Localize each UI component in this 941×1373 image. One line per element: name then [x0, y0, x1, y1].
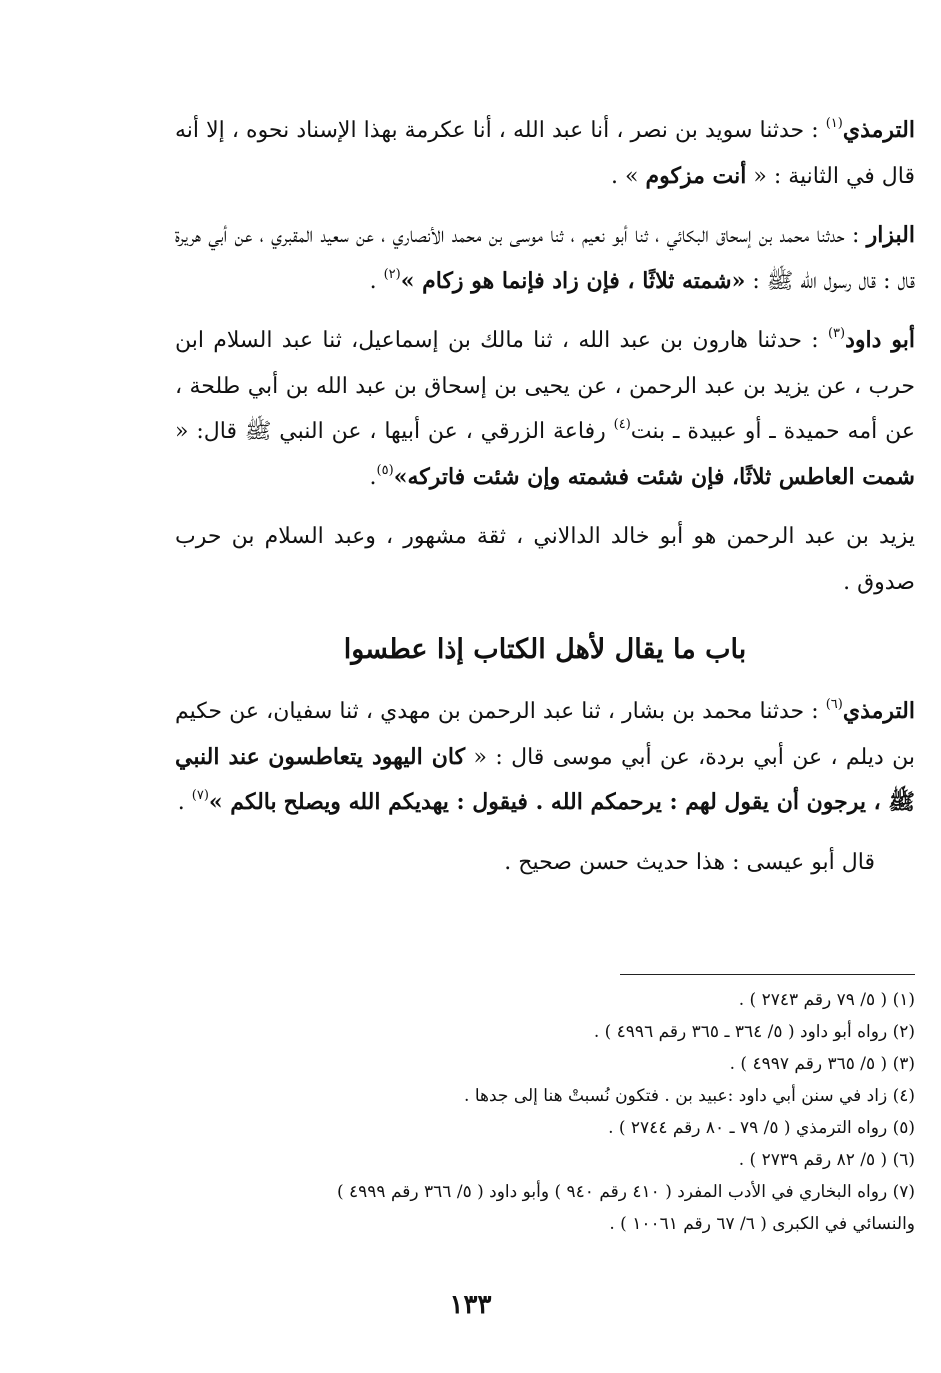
text-run: رفاعة الزرقي ، عن أبيها ، عن — [331, 419, 614, 444]
bold-text: أبو داود — [845, 327, 915, 353]
footnote-ref: (٦) — [825, 697, 843, 712]
footnote-ref: (٧) — [191, 788, 209, 803]
text-run: : حدثنا هارون بن عبد الله ، ثنا مالك بن إسماعيل، ثنا عبد السلام — [213, 328, 828, 353]
footnotes — [180, 984, 915, 1240]
footnote-line — [180, 1208, 915, 1240]
text-run: . — [177, 790, 192, 815]
text-run: النبي ﷺ قال: « — [175, 419, 324, 444]
footnote-line — [180, 1112, 915, 1144]
paragraph — [175, 514, 915, 605]
text-run: (٦) ( ٥/ ٨٢ رقم ٢٧٣٩ ) . — [738, 1150, 915, 1170]
text-run: (٥) رواه الترمذي ( ٥/ ٧٩ ـ ٨٠ رقم ٢٧٤٤ ) . — [608, 1118, 915, 1138]
bold-text: الترمذي — [842, 117, 915, 143]
main-text — [175, 108, 915, 899]
text-run: : حدثنا محمد بن إسحاق البكائي ، ثنا أبو نعيم ، ثنا موسى بن محمد — [451, 223, 867, 248]
section-heading: باب ما يقال لأهل الكتاب إذا عطسوا — [343, 634, 747, 665]
bold-text: الترمذي — [842, 698, 915, 724]
footnote-ref: (٤) — [613, 417, 631, 432]
text-run: أبي طلحة ، عن أمه حميدة ـ أو عبيدة ـ بنت — [175, 373, 915, 444]
paragraph — [175, 840, 915, 886]
text-run: (٣) ( ٥/ ٣٦٥ رقم ٤٩٩٧ ) . — [729, 1054, 915, 1074]
paragraph — [175, 108, 915, 199]
footnote-ref: (١) — [825, 116, 843, 131]
footnote-line — [180, 1048, 915, 1080]
bold-text: أنت مزكوم — [645, 162, 747, 189]
footnote-line — [180, 1144, 915, 1176]
page-number: ١٣٣ — [449, 1290, 492, 1320]
text-run: عن حكيم بن ديلم ، عن أبي بردة، عن أبي موسى قال : « — [175, 699, 916, 770]
bold-text: كان اليهود يتعاطسون — [268, 743, 466, 770]
text-run: قال أبو عيسى : هذا حديث حسن صحيح . — [504, 849, 875, 875]
text-run: الأنصاري ، عن سعيد المقبري ، عن أبي هريرة قال : قال رسول الله ﷺ : — [175, 223, 915, 294]
text-run: » . — [611, 163, 646, 189]
text-run: (٧) رواه البخاري في الأدب المفرد ( ٤١٠ رقم ٩٤٠ ) وأبو داود ( ٥/ ٣٦٦ رقم ٤٩٩٩ ) — [336, 1182, 915, 1202]
text-run: ابن حرب ، عن يزيد بن عبد الرحمن ، عن يحيى بن إسحاق بن عبد الله بن — [175, 328, 915, 399]
bold-text: «شمته ثلاثًا ، فإن زاد فإنما هو زكام » — [400, 267, 746, 294]
text-run: . — [369, 268, 384, 294]
paragraph-group-2 — [175, 689, 915, 885]
text-run: حرب صدوق . — [175, 524, 915, 595]
text-run: يزيد بن عبد الرحمن هو أبو خالد الدالاني ، ثقة مشهور ، وعبد السلام بن — [231, 524, 915, 549]
footnote-ref: (٣) — [827, 326, 846, 341]
paragraph — [175, 318, 915, 500]
footnote-line — [180, 984, 915, 1016]
paragraph-group-1 — [175, 108, 915, 605]
footnote-ref: (٥) — [376, 462, 394, 478]
footnote-ref: (٢) — [383, 266, 401, 282]
footnote-line — [180, 1176, 915, 1208]
footnote-separator — [620, 974, 915, 975]
bold-text: عند النبي ﷺ ، يرجون أن يقول لهم : يرحمكم الله . فيقول : يهديكم الله ويصلح — [175, 743, 915, 815]
paragraph — [175, 689, 915, 826]
bold-text: شمت العاطس ثلاثًا، فإن شئت فشمته وإن شئت فاتركه» — [393, 463, 915, 490]
text-run: (١) ( ٥/ ٧٩ رقم ٢٧٤٣ ) . — [738, 990, 915, 1010]
text-run: (٤) زاد في سنن أبي داود :عبيد بن . فتكون نُسبتْ هنا إلى جدها . — [464, 1086, 915, 1106]
footnote-line — [180, 1016, 915, 1048]
bold-text: بالكم » — [208, 789, 277, 815]
footnote-line — [180, 1080, 915, 1112]
text-run: : حدثنا سويد بن نصر ، أنا عبد الله ، أنا عكرمة بهذا الإسناد — [296, 118, 826, 143]
paragraph — [175, 213, 915, 304]
text-run: . — [369, 464, 377, 490]
text-run: والنسائي في الكبرى ( ٦/ ٦٧ رقم ١٠٠٦١ ) . — [609, 1214, 915, 1234]
text-run: نحوه ، إلا أنه قال في الثانية : « — [175, 118, 915, 189]
bold-text: البزار — [866, 222, 916, 248]
text-run: (٢) رواه أبو داود ( ٥/ ٣٦٤ ـ ٣٦٥ رقم ٤٩٩٦ ) . — [593, 1022, 915, 1042]
text-run: : حدثنا محمد بن بشار ، ثنا عبد الرحمن بن مهدي ، ثنا سفيان، — [266, 699, 826, 724]
